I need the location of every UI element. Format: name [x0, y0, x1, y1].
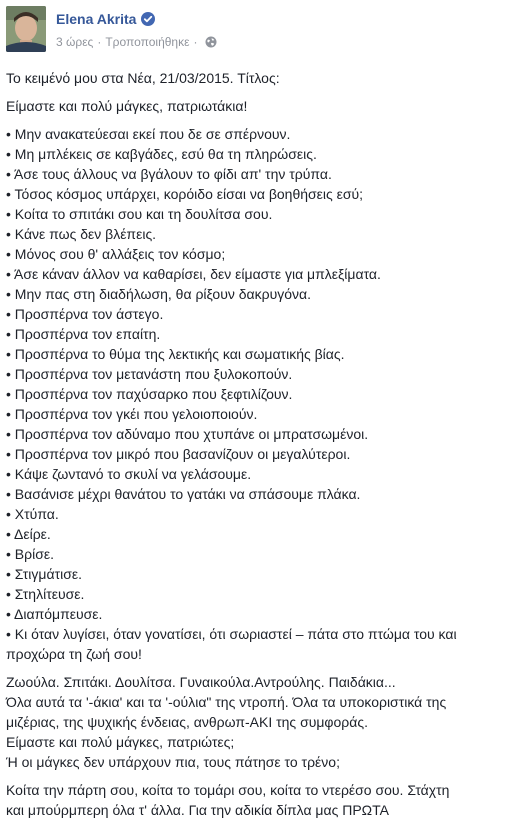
bullet-item: • Μόνος σου θ' αλλάξεις τον κόσμο; [6, 246, 226, 262]
paragraph-line: Ζωούλα. Σπιτάκι. Δουλίτσα. Γυναικούλα.Αντρούλης. Παιδάκια... [6, 674, 396, 690]
avatar-photo-icon [6, 6, 46, 52]
paragraph-line: μιζέριας, της ψυχικής ένδειας, ανθρωπ-ΑΚΙ της συμφοράς. [6, 714, 368, 730]
verified-badge-icon [141, 12, 155, 26]
paragraph-line: Κοίτα την πάρτη σου, κοίτα το τομάρι σου, κοίτα το ντερέσο σου. Στάχτη [6, 782, 450, 798]
meta-separator-2: · [193, 35, 198, 49]
paragraph-line: Είμαστε και πολύ μάγκες, πατριώτες; [6, 734, 235, 750]
bullet-item: • Άσε τους άλλους να βγάλουν το φίδι απ' την τρύπα. [6, 166, 332, 182]
bullet-item: • Προσπέρνα τον παχύσαρκο που ξεφτιλίζουν. [6, 386, 293, 402]
bullet-item: • Κάνε πως δεν βλέπεις. [6, 226, 157, 242]
bullet-item-last-line1: • Κι όταν λυγίσει, όταν γονατίσει, ότι σωριαστεί – πάτα στο πτώμα του και [6, 626, 457, 642]
post-intro: Το κειμένό μου στα Νέα, 21/03/2015. Τίτλος: [6, 70, 280, 86]
bullet-item: • Προσπέρνα το θύμα της λεκτικής και σωματικής βίας. [6, 346, 345, 362]
post-meta [56, 34, 217, 50]
post-header [6, 6, 217, 58]
bullet-item: • Χτύπα. [6, 506, 59, 522]
paragraph-2 [6, 672, 523, 772]
bullet-item: • Βρίσε. [6, 546, 54, 562]
meta-separator: · [97, 35, 102, 49]
post-body [6, 68, 523, 828]
bullet-item: • Διαπόμπευσε. [6, 606, 103, 622]
bullet-item: • Προσπέρνα τον επαίτη. [6, 326, 161, 342]
bullet-item: • Προσπέρνα τον αδύναμο που χτυπάνε οι μπρατσωμένοι. [6, 426, 369, 442]
bullet-item: • Μη μπλέκεις σε καβγάδες, εσύ θα τη πληρώσεις. [6, 146, 317, 162]
bullet-item: • Στηλίτευσε. [6, 586, 85, 602]
post-title: Είμαστε και πολύ μάγκες, πατριωτάκια! [6, 98, 248, 114]
paragraph-line: Όλα αυτά τα '-άκια' και τα '-ούλια" της ντροπή. Όλα τα υποκοριστικά της [6, 694, 447, 710]
avatar[interactable] [6, 6, 46, 52]
bullet-item: • Κοίτα το σπιτάκι σου και τη δουλίτσα σου. [6, 206, 273, 222]
bullet-item: • Προσπέρνα τον μικρό που βασανίζουν οι μεγαλύτεροι. [6, 446, 351, 462]
bullet-item: • Τόσος κόσμος υπάρχει, κορόιδο είσαι να βοηθήσεις εσύ; [6, 186, 364, 202]
author-meta [56, 10, 217, 50]
globe-icon[interactable] [205, 36, 217, 48]
bullet-item: • Μην πας στη διαδήλωση, θα ρίξουν δακρυγόνα. [6, 286, 312, 302]
paragraph-3 [6, 780, 523, 820]
bullet-item: • Βασάνισε μέχρι θανάτου το γατάκι να σπάσουμε πλάκα. [6, 486, 361, 502]
bullet-item: • Κάψε ζωντανό το σκυλί να γελάσουμε. [6, 466, 252, 482]
bullet-item: • Δείρε. [6, 526, 51, 542]
bullet-item: • Άσε κάναν άλλον να καθαρίσει, δεν είμαστε για μπλεξίματα. [6, 266, 381, 282]
author-row [56, 10, 217, 28]
bullet-list [6, 124, 523, 664]
edited-label[interactable]: Τροποποιήθηκε [105, 35, 190, 49]
bullet-item: • Προσπέρνα τον άστεγο. [6, 306, 164, 322]
bullet-item: • Προσπέρνα τον γκέι που γελοιοποιούν. [6, 406, 258, 422]
author-name[interactable]: Elena Akrita [56, 11, 137, 27]
bullet-item: • Μην ανακατεύεσαι εκεί που δε σε σπέρνουν. [6, 126, 291, 142]
bullet-item: • Προσπέρνα τον μετανάστη που ξυλοκοπούν. [6, 366, 293, 382]
paragraph-line: Ή οι μάγκες δεν υπάρχουν πια, τους πάτησε το τρένο; [6, 754, 340, 770]
bullet-item: • Στιγμάτισε. [6, 566, 82, 582]
bullet-item-last-line2: προχώρα τη ζωή σου! [6, 646, 142, 662]
post-timestamp[interactable]: 3 ώρες [56, 35, 94, 49]
paragraph-line: και μπούρμπερη όλα τ' άλλα. Για την αδικία δίπλα μας ΠΡΩΤΑ [6, 802, 389, 818]
